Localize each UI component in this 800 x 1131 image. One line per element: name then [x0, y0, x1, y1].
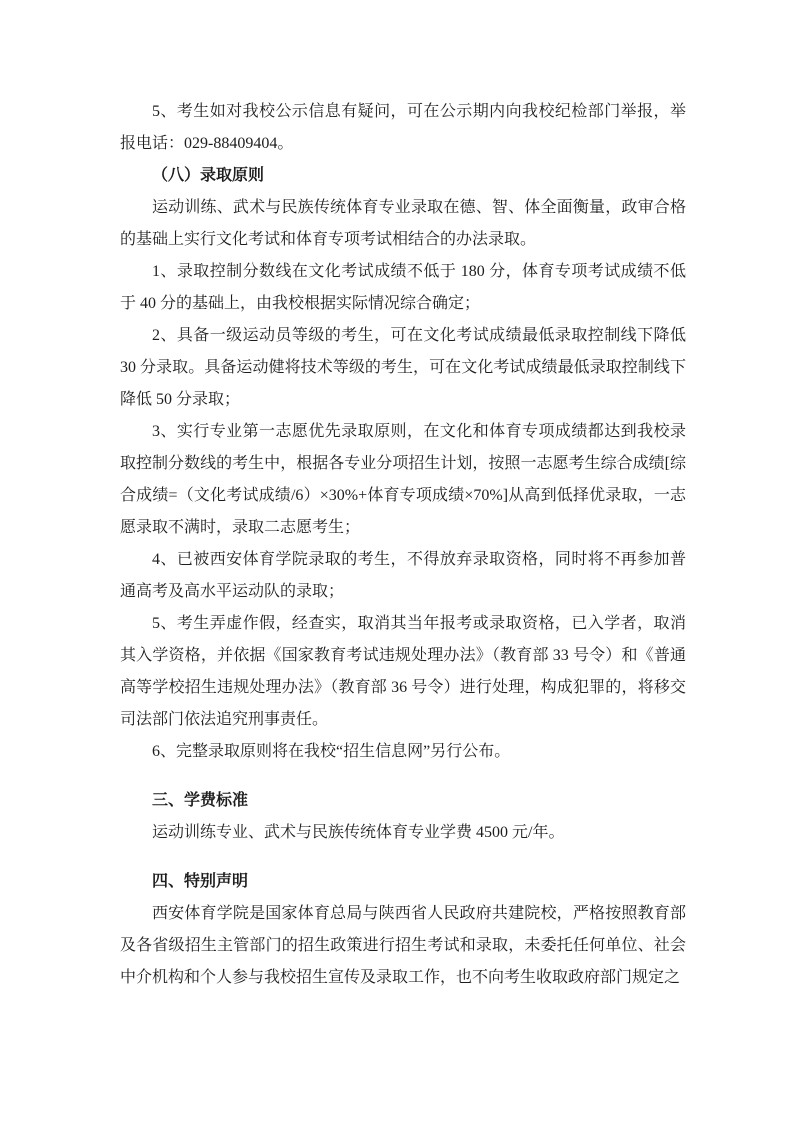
para-rule-3-first-choice-priority: 3、实行专业第一志愿优先录取原则，在文化和体育专项成绩都达到我校录取控制分数线的考生中，根据各专业分项招生计划，按照一志愿考生综合成绩[综合成绩=（文化考试成绩/6）×30%+体育专项成绩×70%]从高到低择优录取，一志愿录取不满时，录取二志愿考生；	[120, 423, 686, 536]
para-tuition-fee: 运动训练专业、武术与民族传统体育专业学费 4500 元/年。	[152, 824, 565, 841]
para-rule-4-no-abandon-admission: 4、已被西安体育学院录取的考生，不得放弃录取资格，同时将不再参加普通高考及高水平运动队的录取；	[120, 551, 686, 600]
heading-tuition-standard: 三、学费标准	[152, 792, 249, 809]
para-special-statement: 西安体育学院是国家体育总局与陕西省人民政府共建院校，严格按照教育部及各省级招生主管部门的招生政策进行招生考试和录取，未委托任何单位、社会中介机构和个人参与我校招生宣传及录取工作，也不向考生收取政府部门规定之	[120, 905, 686, 986]
heading-admission-principles: （八）录取原则	[152, 167, 265, 184]
para-rule-5-fraud-penalty: 5、考生弄虚作假，经查实，取消其当年报考或录取资格，已入学者，取消其入学资格，并依据《国家教育考试违规处理办法》（教育部 33 号令）和《普通高等学校招生违规处理办法》（教育部 36 号令）进行处理，构成犯罪的，将移交司法部门依法追究刑事责任。	[120, 615, 686, 728]
para-admission-overview: 运动训练、武术与民族传统体育专业录取在德、智、体全面衡量，政审合格的基础上实行文化考试和体育专项考试相结合的办法录取。	[120, 199, 686, 248]
para-rule-1-score-lines: 1、录取控制分数线在文化考试成绩不低于 180 分，体育专项考试成绩不低于 40 分的基础上，由我校根据实际情况综合确定；	[120, 263, 686, 312]
para-complaint-hotline: 5、考生如对我校公示信息有疑问，可在公示期内向我校纪检部门举报，举报电话：029-88409404。	[120, 103, 686, 152]
para-rule-6-full-rules-publish: 6、完整录取原则将在我校“招生信息网”另行公布。	[152, 743, 511, 760]
para-rule-2-athlete-grade-bonus: 2、具备一级运动员等级的考生，可在文化考试成绩最低录取控制线下降低 30 分录取。具备运动健将技术等级的考生，可在文化考试成绩最低录取控制线下降低 50 分录取；	[120, 327, 686, 408]
heading-special-statement: 四、特别声明	[152, 873, 249, 890]
